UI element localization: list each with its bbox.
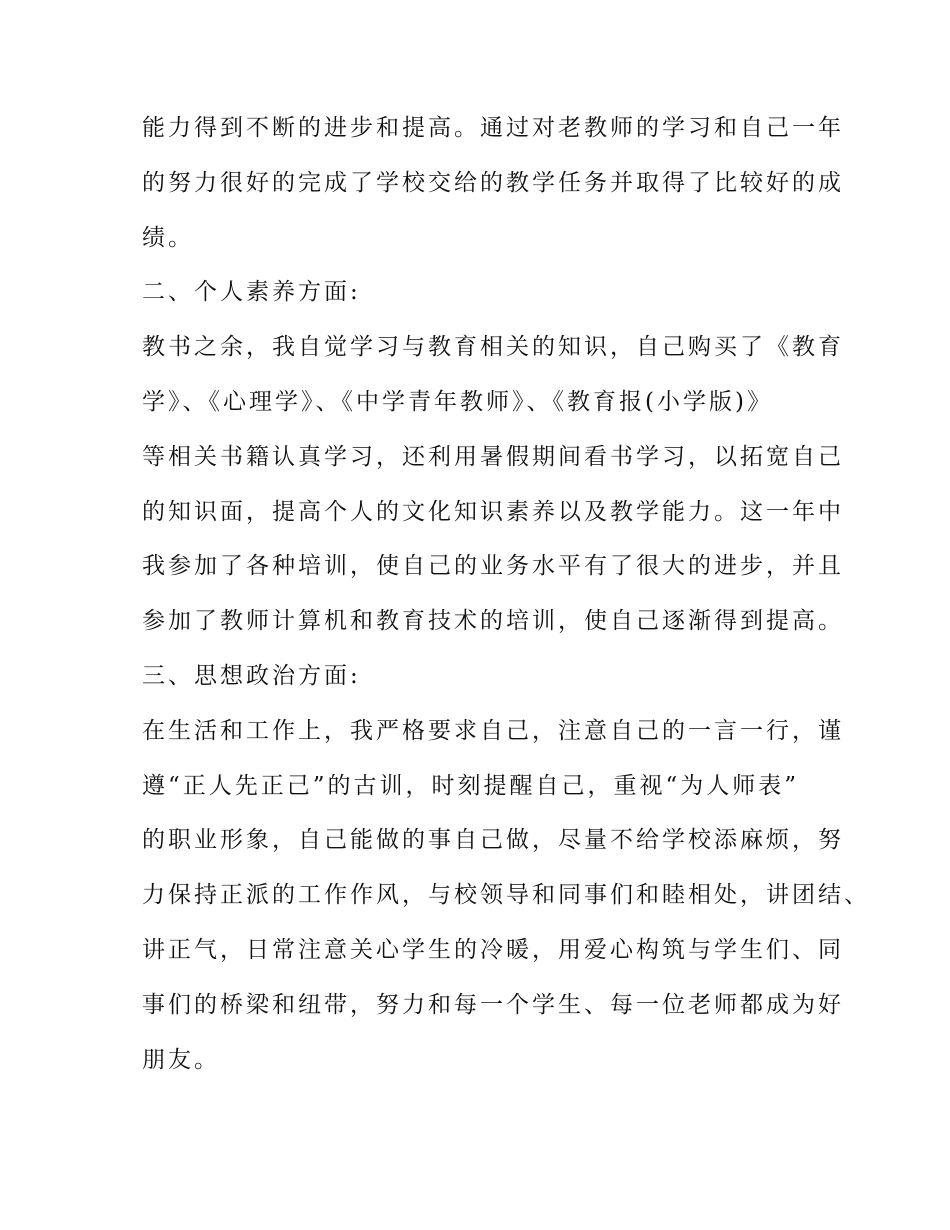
paragraph-line-14: 的职业形象，自己能做的事自己做，尽量不给学校添麻烦，努 [142, 827, 844, 854]
paragraph-line-18: 朋友。 [142, 1046, 220, 1073]
section-heading-personal-quality: 二、个人素养方面: [142, 279, 361, 306]
paragraph-line-10: 参加了教师计算机和教育技术的培训，使自己逐渐得到提高。 [142, 608, 844, 635]
paragraph-line-3: 绩。 [142, 224, 194, 251]
paragraph-line-12: 在生活和工作上，我严格要求自己，注意自己的一言一行，谨 [142, 717, 844, 744]
paragraph-line-7: 等相关书籍认真学习，还利用暑假期间看书学习，以拓宽自己 [142, 443, 844, 470]
paragraph-line-13: 遵“正人先正己”的古训，时刻提醒自己，重视“为人师表” [142, 772, 800, 799]
section-heading-ideology-politics: 三、思想政治方面: [142, 662, 361, 689]
paragraph-line-17: 事们的桥梁和纽带，努力和每一个学生、每一位老师都成为好 [142, 991, 844, 1018]
paragraph-line-8: 的知识面，提高个人的文化知识素养以及教学能力。这一年中 [142, 498, 844, 525]
paragraph-line-2: 的努力很好的完成了学校交给的教学任务并取得了比较好的成 [142, 169, 844, 196]
paragraph-line-9: 我参加了各种培训，使自己的业务水平有了很大的进步，并且 [142, 553, 844, 580]
paragraph-line-6: 学》、《心理学》、《中学青年教师》、《教育报(小学版)》 [142, 388, 773, 415]
paragraph-line-1: 能力得到不断的进步和提高。通过对老教师的学习和自己一年 [142, 115, 844, 141]
paragraph-line-15: 力保持正派的工作作风，与校领导和同事们和睦相处，讲团结、 [142, 882, 870, 909]
paragraph-line-16: 讲正气，日常注意关心学生的冷暖，用爱心构筑与学生们、同 [142, 936, 844, 963]
paragraph-line-5: 教书之余，我自觉学习与教育相关的知识，自己购买了《教育 [142, 334, 844, 361]
document-body [142, 110, 870, 1096]
